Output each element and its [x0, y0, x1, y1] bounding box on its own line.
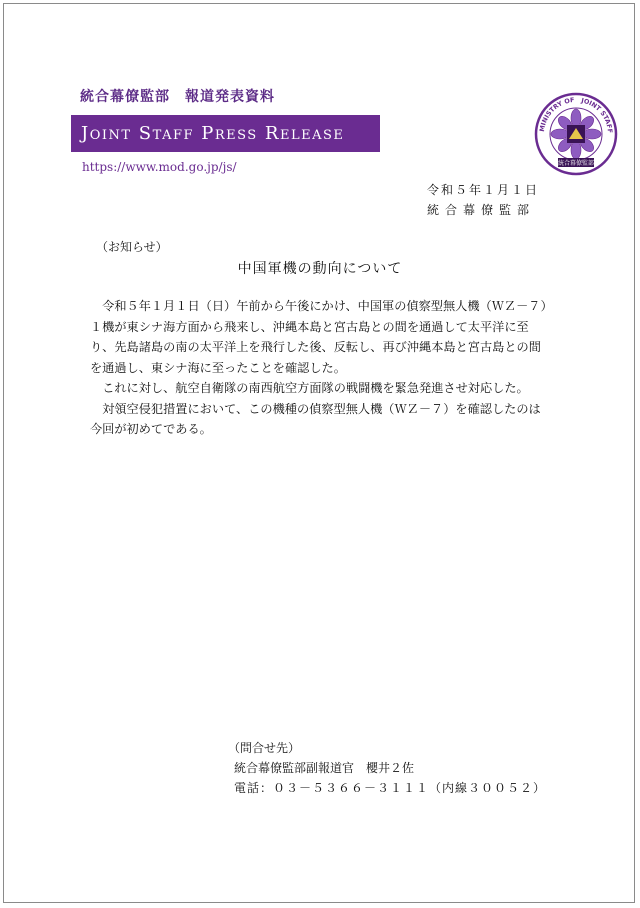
contact-block	[228, 738, 546, 798]
body-text	[90, 296, 550, 440]
seal-text-left: MINISTRY OF	[537, 95, 575, 133]
seal-text-right: JOINT STAFF	[580, 96, 615, 134]
contact-person: 統合幕僚監部副報道官 櫻井２佐	[234, 761, 415, 775]
press-release-banner	[71, 115, 380, 152]
joint-staff-seal-icon	[534, 92, 618, 176]
agency-header: 統合幕僚監部 報道発表資料	[80, 89, 275, 105]
issuer: 統合幕僚監部	[427, 203, 536, 217]
contact-label: （問合せ先）	[228, 741, 301, 755]
notice-label: （お知らせ）	[96, 240, 168, 254]
body-paragraph-1: 令和５年１月１日（日）午前から午後にかけ、中国軍の偵察型無人機（ＷＺ－７）１機が東シナ海方面から飛来し、沖縄本島と宮古島との間を通過して太平洋に至り、先島諸島の南の太平洋上を飛行した後、反転し、再び沖縄本島と宮古島との間を通過し、東シナ海に至ったことを確認した。	[90, 299, 547, 375]
contact-phone: 電話：０３－５３６６－３１１１（内線３００５２）	[234, 781, 547, 795]
website-link[interactable]: https://www.mod.go.jp/js/	[82, 160, 237, 174]
banner-title: Joint Staff Press Release	[81, 123, 345, 144]
document-title: 中国軍機の動向について	[237, 261, 403, 277]
body-paragraph-3: 対領空侵犯措置において、この機種の偵察型無人機（ＷＺ－７）を確認したのは今回が初めてである。	[90, 401, 541, 436]
body-paragraph-2: これに対し、航空自衛隊の南西航空方面隊の戦闘機を緊急発進させ対応した。	[102, 381, 529, 395]
seal-center-text: 統合幕僚監部	[557, 160, 595, 167]
issue-date: 令和５年１月１日	[427, 183, 540, 197]
